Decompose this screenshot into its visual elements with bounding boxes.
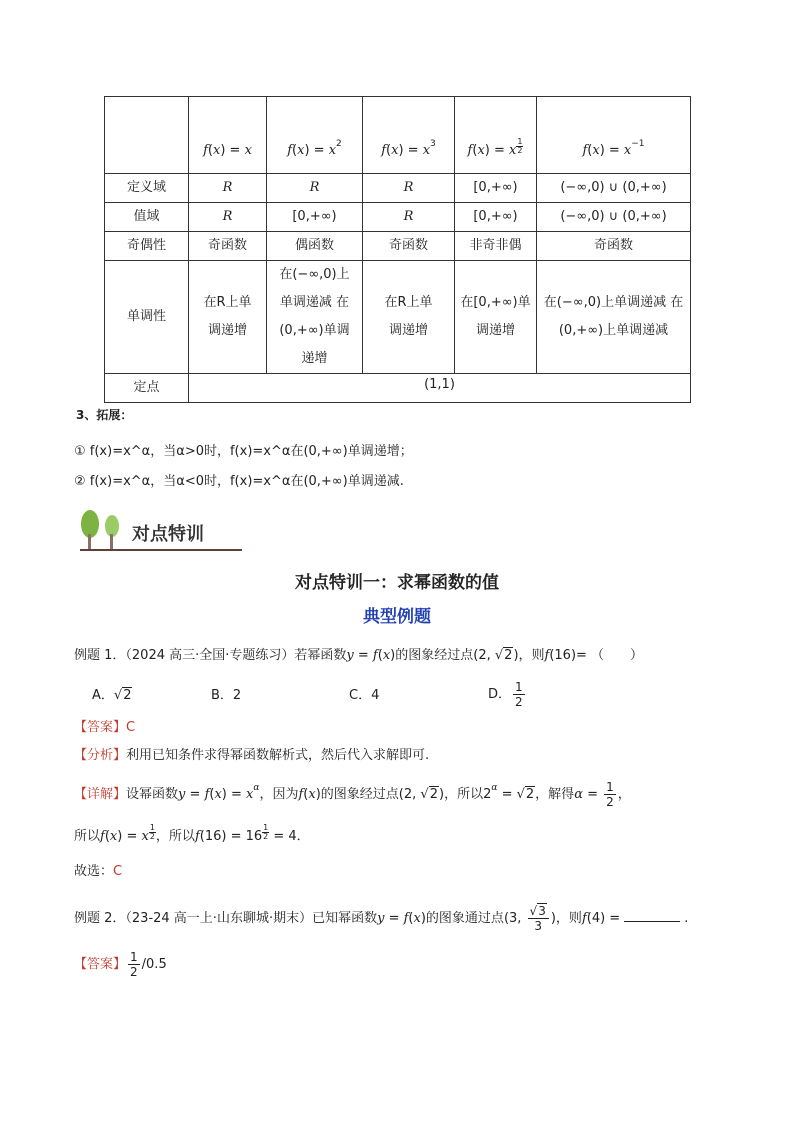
row-label: 奇偶性 [105,232,189,261]
table-cell: 奇函数 [537,232,691,261]
detail-text: 设幂函数 [126,787,179,802]
detail-text: ，所以 [444,787,484,802]
extension-line-1: ① f(x)=x^α，当α>0时，f(x)=x^α在(0,+∞)单调递增； [74,444,413,459]
answer-blank [624,921,680,922]
analysis-line [74,744,429,763]
example-2-answer: 【答案】 $\frac{1}{2}$ /0.5 [74,950,167,979]
table-cell: (−∞,0) ∪ (0,+∞) [537,203,691,232]
table-cell: R [189,174,267,203]
table-cell: 在(−∞,0)上单调递减 在(0,+∞)上单调递减 [537,261,691,374]
option-d-label: D． [488,687,512,702]
detail-text: ，因为 [259,787,299,802]
table-cell: 非奇非偶 [455,232,537,261]
banner-label: 对点特训 [132,524,204,545]
option-a: A．√2 [92,688,132,703]
table-cell: 在R上单调递增 [189,261,267,374]
answer-value: C [126,720,136,735]
answer-label: 【答案】 [74,720,127,735]
table-cell: 在(−∞,0)上单调递减 在(0,+∞)单调递增 [267,261,363,374]
table-cell: [0,+∞) [455,174,537,203]
option-b: B．2 [211,688,242,703]
example-2-mid1: 的图象通过点 [425,911,504,926]
table-cell: R [189,203,267,232]
table-row [105,174,691,203]
table-cell: R [267,174,363,203]
table-cell: 在R上单调递增 [363,261,455,374]
table-header-empty [105,97,189,174]
answer-line-1 [74,716,135,735]
detail-label: 【详解】 [74,787,127,802]
example-1-question: 例题 1．（2024 高三·全国·专题练习）若幂函数y = f(x)的图象经过点(2, √2)，则f(16)= （ ） [74,648,644,663]
choice-value: C [113,864,123,879]
section-subtitle: 典型例题 [363,607,431,627]
row-label: 定义域 [105,174,189,203]
detail-text: ，所以 [155,829,195,844]
table-cell: 偶函数 [267,232,363,261]
row-label: 值域 [105,203,189,232]
table-header-cell: f(x) = x [189,97,267,174]
table-cell: [0,+∞) [455,203,537,232]
example-1-prefix: 例题 1．（2024 高三·全国·专题练习）若幂函数 [74,648,347,663]
table-header-cell: $f(x) = x^2$ [267,97,363,174]
table-header-cell: $f(x) = x^3$ [363,97,455,174]
analysis-text: 利用已知条件求得幂函数解析式，然后代入求解即可. [126,748,430,763]
example-2-prefix: 例题 2．（23-24 高一上·山东聊城·期末）已知幂函数 [74,911,378,926]
section-title: 对点特训一：求幂函数的值 [295,573,499,593]
example-1-mid1: 的图象经过点 [395,648,474,663]
example-2-question: 例题 2．（23-24 高一上·山东聊城·期末）已知幂函数y = f(x)的图象通过点(3, $\frac{√3}{3}$ )，则f(4) = . [74,904,689,933]
section-banner [76,508,242,552]
detail-text: ，解得 [535,787,575,802]
table-cell: 奇函数 [189,232,267,261]
option-d: D． $\frac{1}{2}$ [488,680,523,709]
table-cell: 在[0,+∞)单调递增 [455,261,537,374]
table-row [105,261,691,374]
choice-line [74,860,122,879]
table-cell: R [363,174,455,203]
table-row [105,374,691,403]
table-cell: 奇函数 [363,232,455,261]
power-function-table [104,96,691,403]
example-2-mid2: ，则 [555,911,582,926]
table-cell: (1,1) [189,374,691,403]
choice-label: 故选： [74,864,114,879]
example-1-end: = （ ） [576,648,644,663]
row-label: 定点 [105,374,189,403]
table-header-cell: f(x) = x $\frac{1}{2}$ [455,97,537,174]
example-1-mid2: ，则 [518,648,545,663]
row-label: 单调性 [105,261,189,374]
detail-text: 的图象经过点 [320,787,399,802]
table-header-row [105,97,691,174]
analysis-label: 【分析】 [74,748,127,763]
table-row [105,232,691,261]
example-2-end: . [684,911,689,926]
detail-text: 所以 [74,829,101,844]
table-cell: R [363,203,455,232]
answer-suffix: /0.5 [141,957,167,972]
option-a-label: A． [92,688,114,703]
detail-line-1: 【详解】设幂函数$y = f(x) = x^\alpha$，因为f(x)的图象经过点(2, √2)，所以$2^\alpha = √2$，解得α = $\frac{1}{2}$ ， [74,780,631,809]
answer-label: 【答案】 [74,957,127,972]
extension-line-2: ② f(x)=x^α，当α<0时，f(x)=x^α在(0,+∞)单调递减. [74,474,404,489]
table-header-cell: $f(x) = x^{-1}$ [537,97,691,174]
extension-title: 3、拓展： [76,408,133,422]
table-cell: [0,+∞) [267,203,363,232]
detail-line-2: 所以f(x) = x $\frac{1}{2}$ ，所以f(16) = 16 $\frac{1}{2}$ = 4． [74,823,310,844]
option-c: C．4 [349,688,380,703]
table-row [105,203,691,232]
table-cell: (−∞,0) ∪ (0,+∞) [537,174,691,203]
